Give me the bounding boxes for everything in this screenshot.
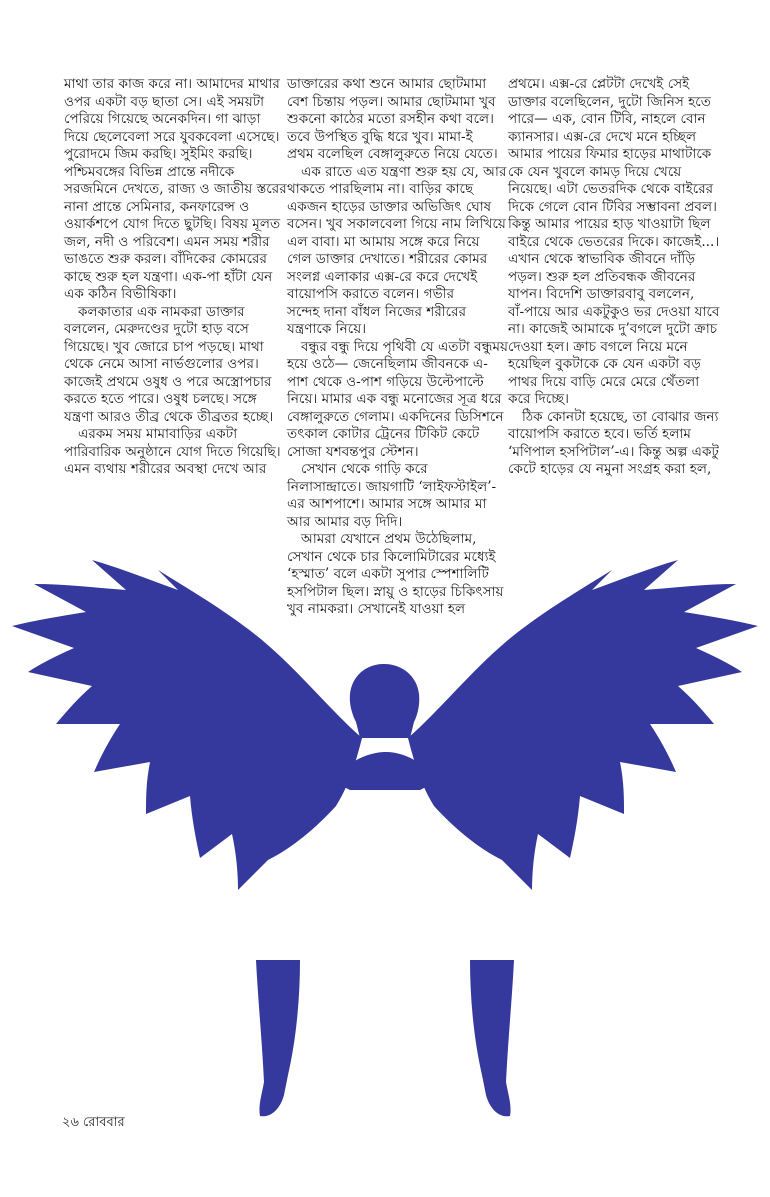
text-line: নানা প্রান্তে সেমিনার, কনফারেন্স ও [64,198,250,215]
text-line: তৎকাল কোটার ট্রেনের টিকিট কেটে [287,426,480,442]
text-line: হসপিটাল ছিল। স্নায়ু ও হাড়ের চিকিৎসায় [287,583,504,600]
text-line: কিন্তু আমার পায়ের হাড় খাওয়াটা ছিল [508,216,711,232]
text-line: পশ্চিমবঙ্গের বিভিন্ন প্রান্তে নদীকে [64,163,235,180]
text-line: পাথর দিয়ে বাড়ি মেরে মেরে থেঁতলা [508,373,700,390]
text-line: এল বাবা। মা আমায় সঙ্গে করে নিয়ে [287,233,480,250]
article-column-2 [287,76,509,619]
text-line: ক্যানসার। এক্স-রে দেখে মনে হচ্ছিল [508,128,697,145]
text-line: ঠিক কোনটা হয়েছে, তা বোঝার জন্য [522,408,719,425]
text-line: করে দিচ্ছে। [508,391,569,407]
right-wing-shape [408,560,758,890]
text-line: ওয়ার্কশপে যোগ দিতে ছুটছি। বিষয় মূলত [64,216,281,232]
text-line: ‘হস্মাত’ বলে একটা সুপার স্পেশালিটি [287,566,489,582]
text-line: বাঁ-পায়ে আর একটুকুও ভর দেওয়া যাবে [508,303,720,320]
text-line: কাজেই প্রথমে ওষুধ ও পরে অস্ত্রোপচার [64,373,272,390]
text-line: পড়ল। শুরু হল প্রতিবন্ধক জীবনের [508,268,696,285]
text-line: পুরোদমে জিম করছি। সুইমিং করছি। [64,146,253,162]
right-leg-shape [470,960,514,1116]
text-line: এরকম সময় মামাবাড়ির একটা [78,426,238,442]
text-line: গিয়েছে। খুব জোরে চাপ পড়ছে। মাথা [64,338,264,355]
text-line: কেটে হাড়ের যে নমুনা সংগ্রহ করা হল, [508,461,712,477]
text-line: আর আমার বড় দিদি। [287,513,403,530]
text-line: যাপন। বিদেশি ডাক্তারবাবু বললেন, [508,286,695,302]
text-line: মাথা তার কাজ করে না। আমাদের মাথার [64,76,280,92]
text-line: নিয়ে। মামার এক বন্ধু মনোজের সূত্র ধরে [287,391,502,407]
text-line: বাইরে থেকে ভেতরের দিকে। কাজেই...। [508,233,720,250]
text-line: আমরা যেখানে প্রথম উঠেছিলাম, [301,531,477,547]
text-line: বায়োপসি করাতে হবে। ভর্তি হলাম [508,426,691,442]
text-line: করতে হতে পারে। ওষুধ চলছে। সঙ্গে [64,391,257,407]
text-line: সোজা যশবন্তপুর স্টেশন। [287,443,419,460]
text-line: কে যেন খুবলে কামড় দিয়ে খেয়ে [508,163,682,180]
text-line: সরজমিনে দেখতে, রাজ্য ও জাতীয় স্তরের [64,181,287,197]
text-line: হয়েছিল বুকটাকে কে যেন একটা বড় [508,356,701,372]
article-column-3 [508,76,720,479]
text-line: গেল ডাক্তার দেখাতে। শরীরের কোমর [287,251,488,267]
text-line: সেখান থেকে চার কিলোমিটারের মধ্যেই [287,548,496,565]
text-line: পেরিয়ে গিয়েছে অনেকদিন। গা ঝাড়া [64,111,261,127]
text-line: পারে— এক, বোন টিবি, নাহলে বোন [508,111,706,127]
text-line: বায়োপসি করাতে বলেন। গভীর [287,286,455,302]
left-wing-shape [12,560,362,890]
page-folio: ২৬ রোববার [62,1115,125,1130]
text-line: এর আশপাশে। আমার সঙ্গে আমার মা [287,496,487,512]
text-line: সেখান থেকে গাড়ি করে [301,461,428,477]
text-line: যন্ত্রণাকে নিয়ে। [287,321,367,337]
text-line: বললেন, মেরুদণ্ডের দুটো হাড় বসে [64,321,249,337]
text-line: আমার পায়ের ফিমার হাড়ের মাথাটাকে [508,146,712,162]
text-line: থাকতে পারছিলাম না। বাড়ির কাছে [287,181,474,197]
text-line: হয়ে ওঠে— জেনেছিলাম জীবনকে এ- [287,356,488,372]
text-line: এমন ব্যথায় শরীরের অবস্থা দেখে আর [64,461,267,477]
text-line: না। কাজেই আমাকে দু’বগলে দুটো ক্রাচ [508,321,718,337]
text-line: বন্ধুর বন্ধু দিয়ে পৃথিবী যে এতটা বন্ধুময় [301,338,509,355]
text-line: ডাক্তার বলেছিলেন, দুটো জিনিস হতে [508,93,711,110]
text-line: তবে উপস্থিত বুদ্ধি ধরে খুব। মামা-ই [287,128,473,145]
text-line: নিয়েছে। এটা ভেতরদিক থেকে বাইরের [508,181,714,197]
winged-figure-illustration [0,540,770,1160]
text-line: প্রথমে। এক্স-রে প্লেটটা দেখেই সেই [508,76,690,92]
text-line: থেকে নেমে আসা নার্ভগুলোর ওপর। [64,356,259,372]
text-line: বেঙ্গালুরুতে গেলাম। একদিনের ডিসিশনে [287,408,504,425]
text-line: দিকে গেলে বোন টিবির সম্ভাবনা প্রবল। [508,198,717,215]
text-line: খুব নামকরা। সেখানেই যাওয়া হল [287,601,466,617]
text-line: দেওয়া হল। ক্রাচ বগলে নিয়ে মনে [508,338,688,355]
text-line: এক রাতে এত যন্ত্রণা শুরু হয় যে, আর [301,163,507,180]
text-line: নিলাসান্দ্রাতে। জায়গাটি ‘লাইফস্টাইল’- [287,478,497,495]
head-shape [350,664,419,738]
text-line: কাছে শুরু হল যন্ত্রণা। এক-পা হাঁটা যেন [64,268,273,285]
text-line: জল, নদী ও পরিবেশ। এমন সময় শরীর [64,233,270,250]
text-line: কলকাতার এক নামকরা ডাক্তার [78,303,245,320]
article-column-1 [64,76,287,479]
text-line: পাশ থেকে ও-পাশ গড়িয়ে উল্টেপাল্টে [287,373,484,390]
text-line: ভাঙতে শুরু করল। বাঁদিকের কোমরের [64,251,268,267]
text-line: ডাক্তারের কথা শুনে আমার ছোটমামা [287,76,487,92]
text-line: সন্দেহ দানা বাঁধল নিজের শরীরের [287,303,467,320]
text-line: ওপর একটা বড় ছাতা সে। এই সময়টা [64,93,265,110]
text-line: দিয়ে ছেলেবেলা সরে যুবকবেলা এসেছে। [64,128,280,145]
text-line: একজন হাড়ের ডাক্তার অভিজিৎ ঘোষ [287,198,492,215]
text-line: প্রথম বলেছিল বেঙ্গালুরুতে নিয়ে যেতে। [287,146,498,162]
text-line: শুকনো কাঠের মতো রসহীন কথা বলে। [287,111,495,127]
text-line: বেশ চিন্তায় পড়ল। আমার ছোটমামা খুব [287,93,496,110]
text-line: যন্ত্রণা আরও তীব্র থেকে তীব্রতর হচ্ছে। [64,408,274,425]
text-line: এক কঠিন বিভীষিকা। [64,286,177,302]
left-leg-shape [256,960,300,1116]
text-line: ‘মণিপাল হসপিটাল’-এ। কিন্তু অল্প একটু [508,443,719,460]
text-line: পারিবারিক অনুষ্ঠানে যোগ দিতে গিয়েছি। [64,443,281,460]
text-line: সংলগ্ন এলাকার এক্স-রে করে দেখেই [287,268,478,285]
text-line: এখান থেকে স্বাভাবিক জীবনে দাঁড়ি [508,251,696,267]
text-line: বসেন। খুব সকালবেলা গিয়ে নাম লিখিয়ে [287,216,506,232]
